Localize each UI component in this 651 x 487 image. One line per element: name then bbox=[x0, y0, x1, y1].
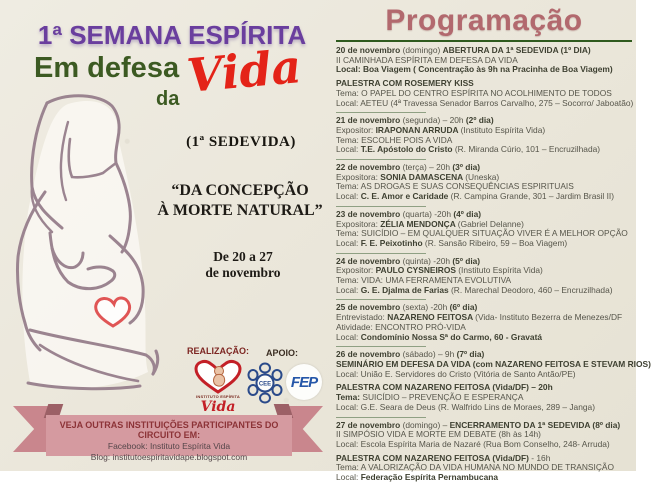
program-line: Tema: A VALORIZAÇÃO DA VIDA HUMANA NO MUNDO DE TRANSIÇÃO bbox=[336, 462, 614, 473]
facebook-text: Facebook: Instituto Espírita Vida bbox=[107, 441, 231, 451]
ribbon-band bbox=[46, 415, 292, 462]
event-dates bbox=[186, 249, 300, 281]
program-line: 26 de novembro (sábado) – 9h (7º dia) bbox=[336, 349, 485, 360]
realization-label: REALIZAÇÃO: bbox=[187, 346, 249, 356]
program-line: 20 de novembro (domingo) ABERTURA DA 1ª SEDEVIDA (1º DIA) bbox=[336, 45, 591, 55]
heart-baby-icon bbox=[192, 359, 244, 395]
support-label: APOIO: bbox=[266, 348, 299, 358]
program-line: Tema: AS DROGAS E SUAS CONSEQUÊNCIAS ESPIRITUAIS bbox=[336, 181, 574, 192]
program-line: PALESTRA COM NAZARENO FEITOSA (Vida/DF) – 20h bbox=[336, 382, 553, 393]
program-entry bbox=[336, 253, 632, 296]
program-entry bbox=[336, 79, 632, 108]
program-line: Local: G.E. Seara de Deus (R. Walfrido Lins de Moraes, 289 – Janga) bbox=[336, 401, 595, 412]
program-line: Local: AETEU (4ª Travessa Senador Barros Carvalho, 275 – Socorro/ Jaboatão) bbox=[336, 97, 634, 108]
program-line: Local: Escola Espírita Maria de Nazaré (Rua Bom Conselho, 248- Arruda) bbox=[336, 438, 610, 449]
program-line: SEMINÁRIO EM DEFESA DA VIDA (com NAZARENO FEITOSA E STEVAM RIOS) bbox=[336, 358, 651, 369]
program-heading-rule bbox=[336, 40, 632, 42]
footer-ribbon bbox=[0, 404, 330, 466]
program-line: Tema: ESCOLHE POIS A VIDA bbox=[336, 134, 453, 145]
theme-quote-line2: À MORTE NATURAL” bbox=[157, 202, 323, 219]
fep-logo: FEP bbox=[286, 364, 322, 400]
program-entry bbox=[336, 383, 632, 412]
program-line: Tema: VIDA: UMA FERRAMENTA EVOLUTIVA bbox=[336, 275, 512, 286]
program-entry bbox=[336, 299, 632, 342]
program-entry bbox=[336, 112, 632, 155]
program-line: Local: Boa Viagem ( Concentração às 9h na Pracinha de Boa Viagem) bbox=[336, 64, 613, 75]
program-line: 21 de novembro (segunda) – 20h (2º dia) bbox=[336, 115, 494, 126]
program-line: PALESTRA COM NAZARENO FEITOSA (Vida/DF) - 16h bbox=[336, 452, 551, 463]
blog-url-text: Blog: institutoespiritavidape.blogspot.com bbox=[90, 452, 248, 462]
program-line: Local: C. E. Amor e Caridade (R. Campina Grande, 301 – Jardim Brasil II) bbox=[336, 191, 615, 202]
program-line: Tema: SUICÍDIO – EM QUALQUER SITUAÇÃO VIVER É A MELHOR OPÇÃO bbox=[336, 228, 628, 239]
program-heading: Programação bbox=[385, 4, 583, 37]
program-line: Local: T.E. Apóstolo do Cristo (R. Miranda Cúrio, 101 – Encruzilhada) bbox=[336, 144, 601, 155]
sedevida-label: (1ª SEDEVIDA) bbox=[186, 134, 296, 150]
event-dates-line2: de novembro bbox=[205, 265, 281, 280]
program-line: Expositora: SONIA DAMASCENA (Uneska) bbox=[336, 171, 500, 182]
theme-quote bbox=[152, 181, 328, 221]
program-entry bbox=[336, 417, 632, 450]
program-line: Tema: O PAPEL DO CENTRO ESPÍRITA NO ACOLHIMENTO DE TODOS bbox=[336, 87, 612, 98]
cee-logo bbox=[246, 362, 284, 404]
program-line: 24 de novembro (quinta) -20h (5º dia) bbox=[336, 255, 481, 266]
vida-logo-institute-text: INSTITUTO ESPÍRITA bbox=[196, 394, 240, 399]
ribbon-headline: VEJA OUTRAS INSTITUIÇÕES PARTICIPANTES DO CIRCUITO EM: bbox=[59, 420, 279, 440]
program-entry bbox=[336, 206, 632, 249]
program-line: Expositor: PAULO CYSNEIROS (Instituto Espírita Vida) bbox=[336, 265, 543, 276]
program-list bbox=[336, 45, 651, 483]
program-line: 25 de novembro (sexta) -20h (6º dia) bbox=[336, 302, 478, 313]
program-entry bbox=[336, 346, 651, 379]
program-line: Entrevistado: NAZARENO FEITOSA (Vida- Instituto Bezerra de Menezes/DF bbox=[336, 312, 623, 323]
program-line: Local: G. E. Djalma de Farias (R. Marechal Deodoro, 460 – Encruzilhada) bbox=[336, 284, 613, 295]
program-line: Local: F. E. Peixotinho (R. Sansão Ribeiro, 59 – Boa Viagem) bbox=[336, 237, 568, 248]
vida-logo-script-text: Vida bbox=[200, 399, 236, 415]
program-line: II SIMPÓSIO VIDA E MORTE EM DEBATE (8h às 14h) bbox=[336, 429, 541, 440]
event-dates-line1: De 20 a 27 bbox=[213, 249, 273, 264]
program-line: 27 de novembro (domingo) – ENCERRAMENTO DA 1ª SEDEVIDA (8º dia) bbox=[336, 419, 621, 430]
program-entry bbox=[336, 46, 632, 75]
program-line: II CAMINHADA ESPÍRITA EM DEFESA DA VIDA bbox=[336, 54, 518, 65]
program-line: PALESTRA COM ROSEMERY KISS bbox=[336, 78, 474, 89]
program-column bbox=[336, 0, 651, 487]
program-line: 22 de novembro (terça) – 20h (3º dia) bbox=[336, 162, 481, 173]
program-line: Tema: SUICÍDIO – PREVENÇÃO E ESPERANÇA bbox=[336, 392, 524, 403]
program-line: Atividade: ENCONTRO PRÓ-VIDA bbox=[336, 321, 466, 332]
program-line: Local: Condomínio Nossa Sª do Carmo, 60 - Gravatá bbox=[336, 331, 543, 342]
program-line: Local: União E. Servidores do Cristo (Vitória de Santo Antão/PE) bbox=[336, 368, 576, 379]
program-entry bbox=[336, 159, 632, 202]
subtitle-da: da bbox=[156, 88, 180, 110]
program-line: Local: Federação Espírita Pernambucana bbox=[336, 472, 498, 483]
program-line: 23 de novembro (quarta) -20h (4º dia) bbox=[336, 208, 482, 219]
subtitle-vida-script: Vida bbox=[184, 39, 304, 103]
theme-quote-line1: “DA CONCEPÇÃO bbox=[171, 182, 309, 199]
main-title: 1ª SEMANA ESPÍRITA bbox=[37, 20, 307, 50]
cee-logo-text: CEE bbox=[258, 381, 272, 388]
program-entry bbox=[336, 454, 632, 483]
program-line: Expositora: ZÉLIA MENDONÇA (Gabriel Delanne) bbox=[336, 218, 524, 229]
program-line: Expositor: IRAPONAN ARRUDA (Instituto Espírita Vida) bbox=[336, 124, 546, 135]
subtitle-em-defesa: Em defesa bbox=[34, 52, 180, 84]
pregnant-woman-line-art bbox=[8, 92, 170, 412]
